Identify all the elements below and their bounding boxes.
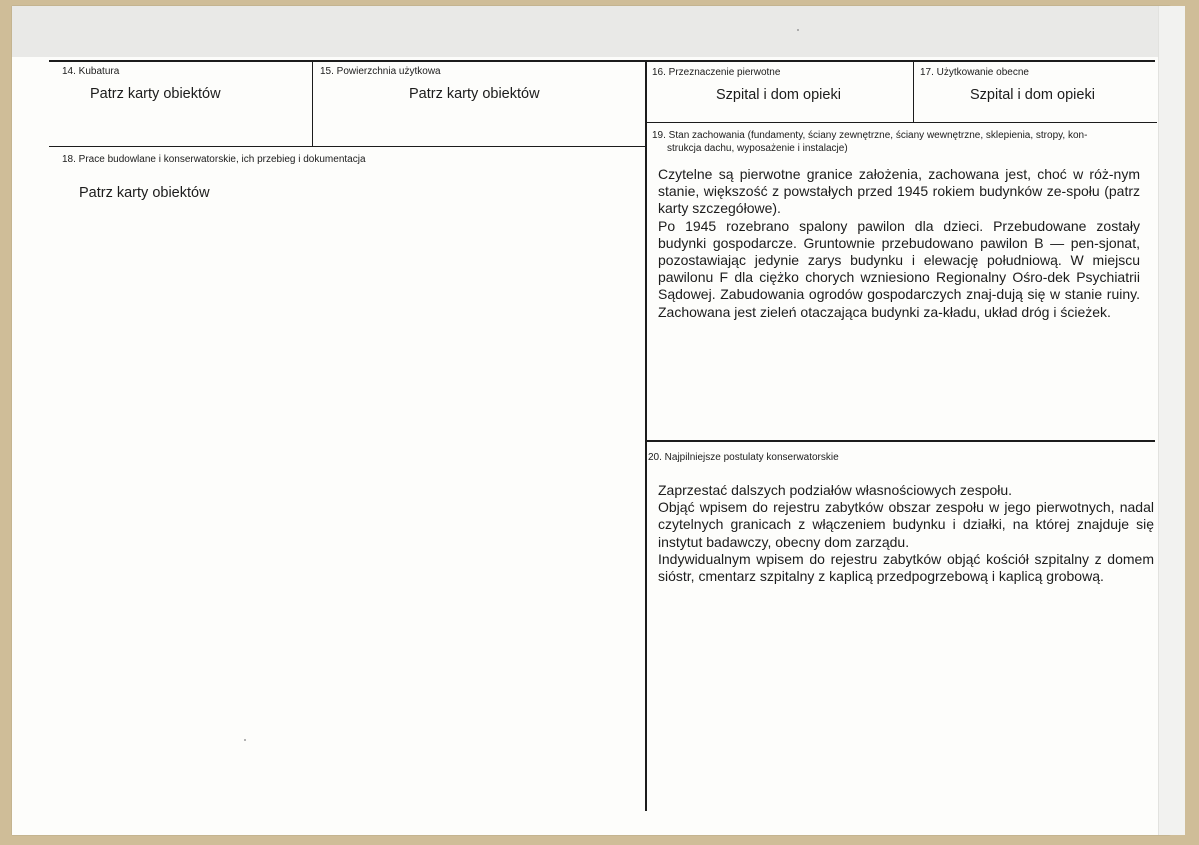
center-divider: [645, 61, 647, 811]
field-20-label: 20. Najpilniejsze postulaty konserwatorskie: [648, 452, 839, 463]
rule-below-16-17: [646, 122, 1157, 123]
field-16-label: 16. Przeznaczenie pierwotne: [652, 67, 781, 78]
field-14-label: 14. Kubatura: [62, 66, 120, 77]
field-18-value: Patrz karty obiektów: [79, 185, 210, 201]
field-19-text: [658, 166, 1140, 321]
rule-below-14-15: [49, 146, 646, 147]
field-15-label: 15. Powierzchnia użytkowa: [320, 66, 441, 77]
field-20-paragraph-1: Zaprzestać dalszych podziałów własnościowych zespołu.: [658, 482, 1013, 498]
paper-speck: [797, 29, 799, 31]
field-15-value: Patrz karty obiektów: [409, 86, 540, 102]
field-20-paragraph-2: Objąć wpisem do rejestru zabytków obszar zespołu w jego pierwotnych, nadal czytelnych granicach z włączeniem budynku i działki, na której znajduje się instytut badawczy, obecny dom zarządu.: [658, 499, 1154, 550]
field-19-paragraph-1: Czytelne są pierwotne granice założenia, zachowana jest, choć w róż-nym stanie, większość z powstałych przed 1945 rokiem budynków ze-społu (patrz karty szczegółowe).: [658, 166, 1140, 217]
field-18-label: 18. Prace budowlane i konserwatorskie, ich przebieg i dokumentacja: [62, 154, 366, 165]
field-17-value: Szpital i dom opieki: [970, 87, 1095, 103]
rule-above-20: [646, 440, 1155, 442]
field-20-text: [658, 482, 1154, 585]
field-14-value: Patrz karty obiektów: [90, 86, 221, 102]
field-16-value: Szpital i dom opieki: [716, 87, 841, 103]
field-19-label-line1: 19. Stan zachowania (fundamenty, ściany zewnętrzne, ściany wewnętrzne, sklepienia, stropy, kon-: [652, 130, 1088, 141]
field-19-paragraph-2: Po 1945 rozebrano spalony pawilon dla dzieci. Przebudowane zostały budynki gospodarcze. Gruntownie przebudowano pawilon B — pen-sjonat, pozostawiając jedynie zarys budynku i elewację południową. W miejscu pawilonu F dla ciężko chorych wzniesiono Regionalny Ośro-dek Psychiatrii Sądowej. Zabudowania ogrodów gospodarczych znaj-dują się w stanie ruiny. Zachowana jest zieleń otaczająca budynki za-kładu, układ dróg i ścieżek.: [658, 217, 1140, 320]
sheet-right-strip: [1158, 6, 1185, 835]
field-20-paragraph-3: Indywidualnym wpisem do rejestru zabytków objąć kościół szpitalny z domem sióstr, cmentarz szpitalny z kaplicą przedpogrzebową i kaplicą grobową.: [658, 550, 1154, 585]
divider-16-17: [913, 61, 914, 123]
top-rule: [49, 60, 1155, 62]
field-17-label: 17. Użytkowanie obecne: [920, 67, 1029, 78]
sheet-top-band: [12, 6, 1170, 57]
divider-14-15: [312, 61, 313, 147]
field-19-label-line2: strukcja dachu, wyposażenie i instalacje): [667, 143, 848, 154]
paper-speck: [244, 739, 246, 741]
